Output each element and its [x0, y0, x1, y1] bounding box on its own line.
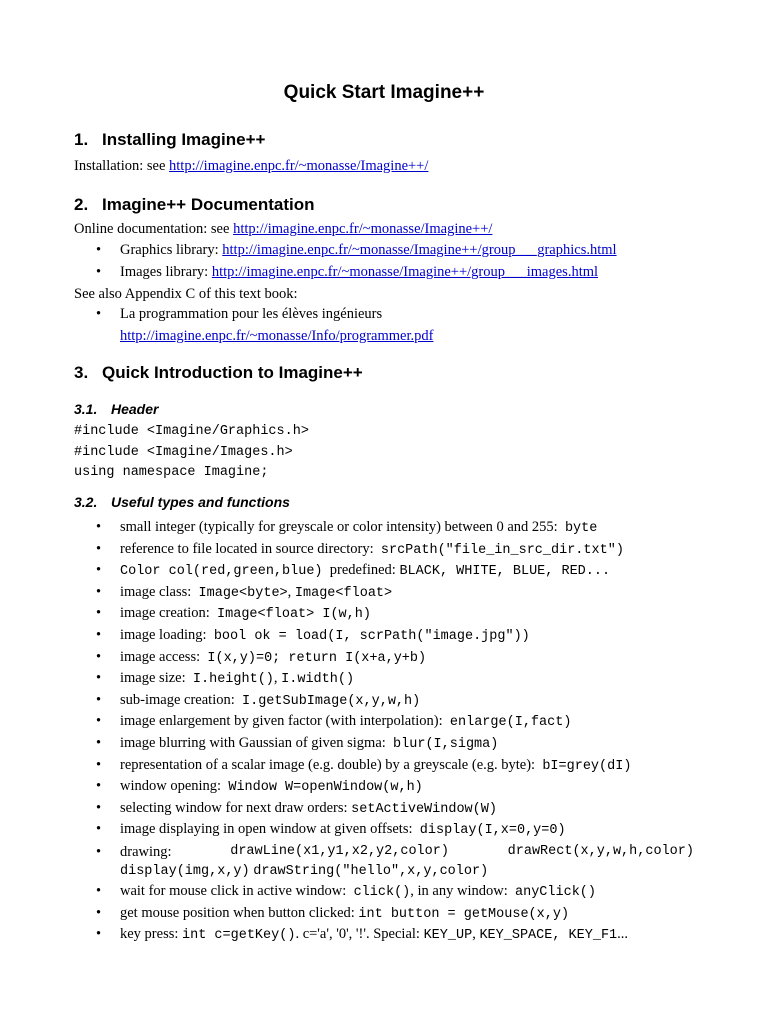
list-item: • image access: I(x,y)=0; return I(x+a,y+b) — [96, 648, 427, 666]
bullet-icon: • — [96, 540, 102, 557]
list-item: • Images library: http://imagine.enpc.fr/~monasse/Imagine++/group___images.html — [96, 264, 599, 280]
online-doc-line: Online documentation: see http://imagine.enpc.fr/~monasse/Imagine++/ — [74, 221, 493, 237]
list-item: • La programmation pour les élèves ingénieurs — [96, 306, 383, 322]
list-item: • image class: Image<byte>, Image<float> — [96, 583, 393, 601]
bullet-icon: • — [96, 844, 102, 860]
list-item: • image loading: bool ok = load(I, scrPath("image.jpg")) — [96, 627, 530, 644]
list-item: • image size: I.height(), I.width() — [96, 670, 355, 688]
subsection-3-1-heading: 3.1. Header — [74, 401, 159, 417]
book-link[interactable]: http://imagine.enpc.fr/~monasse/Info/programmer.pdf — [120, 328, 434, 344]
bullet-icon: • — [96, 756, 102, 773]
section-1-heading: 1. Installing Imagine++ — [74, 130, 266, 149]
bullet-icon: • — [96, 306, 102, 322]
bullet-icon: • — [96, 670, 102, 687]
list-item: • small integer (typically for greyscale or color intensity) between 0 and 255: byte — [96, 519, 598, 536]
section-2-heading: 2. Imagine++ Documentation — [74, 195, 315, 214]
code-line: #include <Imagine/Graphics.h> — [74, 424, 309, 439]
installation-line: Installation: see http://imagine.enpc.fr/~monasse/Imagine++/ — [74, 158, 429, 174]
section-3-heading: 3. Quick Introduction to Imagine++ — [74, 363, 363, 382]
list-item: • sub-image creation: I.getSubImage(x,y,w,h) — [96, 691, 421, 709]
bullet-icon: • — [96, 778, 102, 795]
see-also-line: See also Appendix C of this text book: — [74, 286, 298, 302]
bullet-icon: • — [96, 648, 102, 665]
list-item: • window opening: Window W=openWindow(w,h) — [96, 778, 423, 796]
images-library-link[interactable]: http://imagine.enpc.fr/~monasse/Imagine++/group___images.html — [211, 264, 599, 280]
bullet-icon: • — [96, 799, 102, 816]
bullet-icon: • — [96, 264, 102, 280]
list-item: • representation of a scalar image (e.g. double) by a greyscale (e.g. byte): bI=grey(dI) — [96, 756, 632, 774]
code-line: using namespace Imagine; — [74, 465, 269, 480]
bullet-icon: • — [96, 605, 102, 622]
page-title: Quick Start Imagine++ — [283, 82, 485, 103]
bullet-icon: • — [96, 926, 102, 942]
code-line: #include <Imagine/Images.h> — [74, 444, 293, 460]
bullet-icon: • — [96, 627, 102, 643]
header-code-block — [74, 422, 309, 484]
document-page: Quick Start Imagine++ 1. Installing Imagine++ Installation: see http://imagine.enpc.fr/~monasse/Imagine++/ 2. Imagine++ Documentation Online documentation: see http://imagine.enpc.fr/~monasse/Imagine++/ • Graphics library: http://imagine.enpc.fr/~monasse/Imagine++/group___graphics.html • Images library: http://imagine.enpc.fr/~monasse/Imagine++/group___images.html See also Appendix C of this text book: • La programmation pour les élèves ingénieurs http://imagine.enpc.fr/~monasse/Info/programmer.pdf 3. Quick Introduction to Imagine++ 3.1. Header #include <Imagine/Graphics.h> #include <Imagine/Images.h> using namespace Imagine; 3.2. Useful types and functions • small integer (typically for greyscale or color intensity) between 0 and 255: byte • reference to file located in source directory: srcPath("file_in_src_dir.txt") • Color col(red,green,blue) predefined: BLACK, WHITE, BLUE, RED... • image class: Image<byte>, Image<float> • image creation: Image<float> I(w,h) • image loading: bool ok = load(I, scrPath("image.jpg")) • image access: I(x,y)=0; return I(x+a,y+b) • image size: I.height(), I.width() • sub-image creation: I.getSubImage(x,y,w,h) • image enlargement by given factor (with interpolation): enlarge(I,fact) • image blurring with Gaussian of given sigma: blur(I,sigma) • representation of a scalar image (e.g. double) by a greyscale (e.g. byte): bI=grey(dI) • window opening: Window W=openWindow(w,h) • selecting window for next draw orders: setActiveWindow(W) • image displaying in open window at given offsets: display(I,x=0,y=0) • drawing: drawLine(x1,y1,x2,y2,color) drawRect(x,y,w,h,color) display(img,x,y) drawString("hello",x,y,color) • wait for mouse click in active window: click(), in any window: anyClick() • get mouse position when button clicked: int button = getMouse(x,y) • key press: int c=getKey(). c='a', '0', '!'. Special: KEY_UP, KEY_SPACE, KEY_F1... — [0, 0, 768, 1024]
book-link-line — [120, 327, 433, 345]
list-item: • image displaying in open window at given offsets: display(I,x=0,y=0) — [96, 821, 566, 839]
list-item: • get mouse position when button clicked: int button = getMouse(x,y) — [96, 904, 570, 922]
list-item: • wait for mouse click in active window: click(), in any window: anyClick() — [96, 883, 597, 900]
list-item: • image enlargement by given factor (with interpolation): enlarge(I,fact) — [96, 713, 572, 731]
bullet-icon: • — [96, 735, 102, 751]
bullet-icon: • — [96, 904, 102, 921]
online-doc-link[interactable]: http://imagine.enpc.fr/~monasse/Imagine++/ — [233, 221, 493, 237]
installation-link[interactable]: http://imagine.enpc.fr/~monasse/Imagine++/ — [169, 158, 429, 174]
bullet-icon: • — [96, 713, 102, 730]
bullet-icon: • — [96, 562, 102, 579]
graphics-library-link[interactable]: http://imagine.enpc.fr/~monasse/Imagine++/group___graphics.html — [222, 242, 617, 258]
bullet-icon: • — [96, 519, 102, 535]
bullet-icon: • — [96, 242, 102, 258]
bullet-icon: • — [96, 583, 102, 600]
list-item: • selecting window for next draw orders: setActiveWindow(W) — [96, 799, 497, 817]
bullet-icon: • — [96, 883, 102, 899]
list-item: • image blurring with Gaussian of given sigma: blur(I,sigma) — [96, 735, 499, 752]
list-item: • reference to file located in source directory: srcPath("file_in_src_dir.txt") — [96, 540, 624, 558]
list-item: • Color col(red,green,blue) predefined: BLACK, WHITE, BLUE, RED... — [96, 562, 611, 580]
list-item: • image creation: Image<float> I(w,h) — [96, 605, 371, 623]
list-item: • Graphics library: http://imagine.enpc.fr/~monasse/Imagine++/group___graphics.html — [96, 242, 617, 258]
subsection-3-2-heading: 3.2. Useful types and functions — [74, 494, 290, 510]
list-item: • key press: int c=getKey(). c='a', '0', '!'. Special: KEY_UP, KEY_SPACE, KEY_F1... — [96, 926, 629, 943]
bullet-icon: • — [96, 821, 102, 838]
bullet-icon: • — [96, 691, 102, 708]
